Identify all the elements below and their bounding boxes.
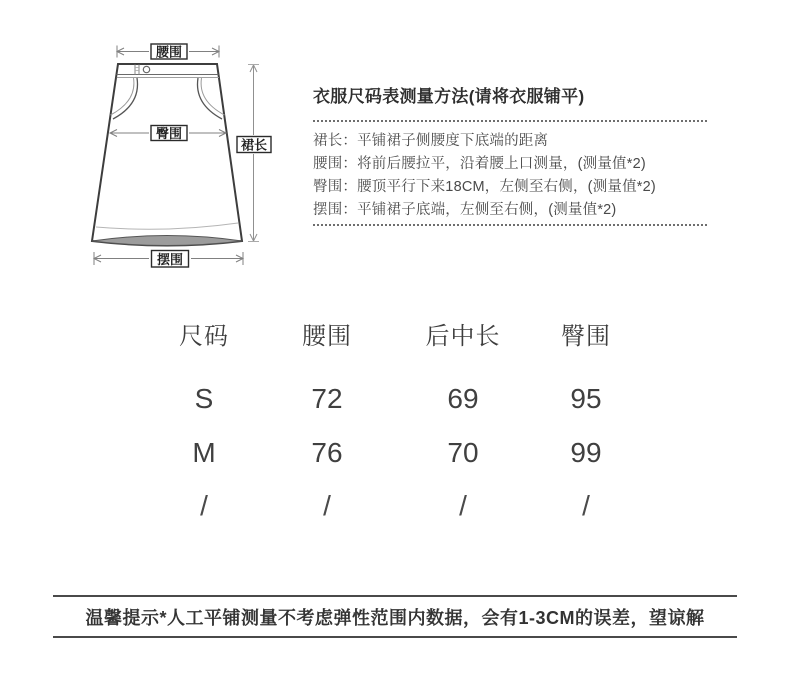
cell-back-length: 69 xyxy=(447,383,479,414)
cell-hip: 99 xyxy=(570,437,602,468)
dotted-divider-bottom xyxy=(313,224,707,226)
measurement-guide xyxy=(313,86,707,226)
notice-bar xyxy=(53,595,737,638)
skirt-outline xyxy=(92,64,242,246)
size-table-row-empty xyxy=(149,490,641,522)
header-size: 尺码 xyxy=(179,323,229,350)
guide-title: 衣服尺码表测量方法(请将衣服铺平) xyxy=(313,87,585,106)
hip-label xyxy=(151,126,187,142)
header-back-length: 后中长 xyxy=(425,323,501,350)
notice-text: 温馨提示*人工平铺测量不考虑弹性范围内数据，会有1-3CM的误差，望谅解 xyxy=(85,607,705,628)
cell-waist: 72 xyxy=(311,383,343,414)
cell-size: M xyxy=(192,437,216,468)
skirt-diagram-svg xyxy=(55,28,295,280)
waist-label xyxy=(151,44,187,60)
instruction-hem: 摆围：平铺裙子底端，左侧至右侧，(测量值*2) xyxy=(313,202,617,218)
size-table-row-s xyxy=(149,383,641,415)
hem-label xyxy=(152,251,189,268)
instruction-hip: 臀围：腰顶平行下来18CM，左侧至右侧，(测量值*2) xyxy=(313,179,656,195)
svg-text:臀围: 臀围 xyxy=(155,126,183,141)
skirt-length-label xyxy=(237,137,271,153)
skirt-measurement-diagram xyxy=(55,28,295,280)
dotted-divider-top xyxy=(313,120,707,122)
svg-text:腰围: 腰围 xyxy=(155,44,183,60)
cell-waist: 76 xyxy=(311,437,343,468)
instruction-waist: 腰围：将前后腰拉平，沿着腰上口测量，(测量值*2) xyxy=(313,156,646,172)
cell-size: S xyxy=(194,383,214,414)
svg-text:摆围: 摆围 xyxy=(156,252,184,267)
measurement-instructions xyxy=(313,130,707,222)
header-waist: 腰围 xyxy=(302,323,352,350)
size-table-header-row xyxy=(149,316,641,348)
cell-back-length: / xyxy=(459,490,467,521)
cell-size: / xyxy=(200,490,208,521)
instruction-skirt-length: 裙长：平铺裙子侧腰度下底端的距离 xyxy=(313,133,549,149)
size-table-row-m xyxy=(149,437,641,469)
header-hip: 臀围 xyxy=(561,323,611,350)
svg-text:裙长: 裙长 xyxy=(240,137,268,153)
cell-waist: / xyxy=(323,490,331,521)
cell-hip: 95 xyxy=(570,383,602,414)
cell-back-length: 70 xyxy=(447,437,479,468)
cell-hip: / xyxy=(582,490,590,521)
